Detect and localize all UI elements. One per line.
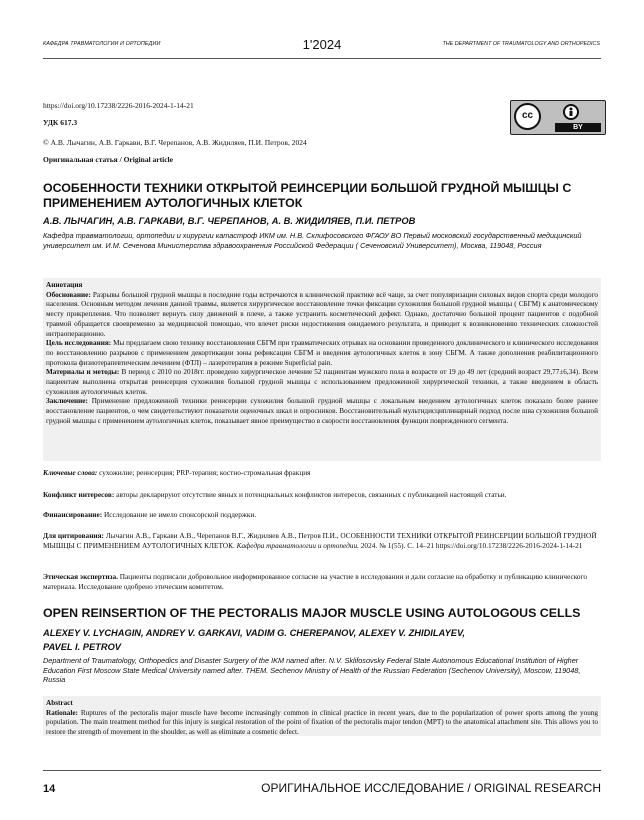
abstract-ru-rationale: Обоснование: Разрывы большой грудной мышцы в последние годы встречаются в клинической практике всё чаще, за счет популяризации силовых видов спорта среди молодого населения. Основным методом лечения данной травмы, является хирургическое восстановление точки фиксации сухожилия большой грудной мышцы ( СБГМ) к анатомическому месту прикрепления. Что позволяет вернуть силу движений в плече, а также устранить косметический дефект. Однако, достаточно большой процент пациентов с подобной травмой обращается своевременно за медицинской помощью, что влечет риски недостижения ожидаемого результата, и приводит к возникновению технических сложностей интраоперационно.	[46, 290, 598, 338]
footer-rule	[43, 770, 601, 771]
section-label: ОРИГИНАЛЬНОЕ ИССЛЕДОВАНИЕ / ORIGINAL RESEARCH	[261, 781, 601, 795]
cc-by-license-badge[interactable]	[510, 100, 606, 135]
authors-en-line2: PAVEL I. PETROV	[43, 642, 122, 652]
citation: Для цитирования: Лычагин А.В., Гаркави А.В., Черепанов В.Г., Жидиляев А.В., Петров П.И., ОСОБЕННОСТИ ТЕХНИКИ ОТКРЫТОЙ РЕИНСЕРЦИИ БОЛЬШОЙ ГРУДНОЙ МЫШЦЫ С ПРИМЕНЕНИЕМ АУТОЛОГИЧНЫХ КЛЕТОК. Кафедра травматологии и ортопедии. 2024. № 1(55). С. 14–21 https://doi.org/10.17238/2226-2016-2024-1-14-21	[43, 531, 597, 550]
person-icon	[563, 104, 579, 120]
article-title-en: OPEN REINSERTION OF THE PECTORALIS MAJOR MUSCLE USING AUTOLOGOUS CELLS	[43, 606, 581, 620]
funding: Финансирование: Исследование не имело спонсорской поддержки.	[43, 510, 257, 519]
ethics: Этическая экспертиза. Пациенты подписали добровольное информированное согласие на участие в исследовании и дали согласие на обработку и публикацию клинического материала. Исследование одобрено этическим комитетом.	[43, 572, 588, 591]
authors-en-line1: ALEXEY V. LYCHAGIN, ANDREY V. GARKAVI, VADIM G. CHEREPANOV, ALEXEY V. ZHIDILAYEV,	[43, 628, 465, 638]
header-issue: 1'2024	[302, 37, 342, 52]
page-number: 14	[43, 783, 56, 795]
authors-ru: А.В. ЛЫЧАГИН, А.В. ГАРКАВИ, В.Г. ЧЕРЕПАНОВ, А. В. ЖИДИЛЯЕВ, П.И. ПЕТРОВ	[43, 216, 416, 226]
conflict-of-interest: Конфликт интересов: авторы декларируют отсутствие явных и потенциальных конфликтов интересов, связанных с публикацией настоящей статьи.	[43, 490, 507, 499]
abstract-ru-conclusion: Заключение: Применение предложенной техники реинсерции сухожилия большой грудной мышцы с локальным введением аутологичных клеток показало более раннее восстановление пациентов, о чем свидетельствуют показатели оценочных шкал и опросников. Восстановительный мультидисциплинарный подход после шва сухожилия большой грудной мышцы с применением аутологичных клеток, показывает явное преимущество в скорости восстановления функции поврежденного сегмента.	[46, 397, 598, 425]
abstract-ru-title: Аннотация	[46, 281, 83, 289]
header-department-en: THE DEPARTMENT OF TRAUMATOLOGY AND ORTHOPEDICS	[442, 41, 600, 47]
copyright: © А.В. Лычагин, А.В. Гаркави, В.Г. Черепанов, А.В. Жидиляев, П.И. Петров, 2024	[43, 138, 307, 147]
affiliation-en: Department of Traumatology, Orthopedics and Disaster Surgery of the IKM named after. N.V. Sklifosovsky Federal State Autonomous Educational Institution of Higher Education First Moscow State Medical University named after. THEM. Sechenov Ministry of Health of the Russian Federation (Sechenov University), Moscow, 119048, Russia	[43, 656, 581, 685]
abstract-en-title: Abstract	[46, 699, 73, 707]
header-department-ru: КАФЕДРА ТРАВМАТОЛОГИИ И ОРТОПЕДИИ	[43, 41, 161, 47]
article-title-ru: ОСОБЕННОСТИ ТЕХНИКИ ОТКРЫТОЙ РЕИНСЕРЦИИ БОЛЬШОЙ ГРУДНОЙ МЫШЦЫ С ПРИМЕНЕНИЕМ АУТОЛОГИЧНЫХ КЛЕТОК	[43, 181, 572, 210]
abstract-ru-aim: Цель исследования: Мы предлагаем свою технику восстановления СБГМ при травматических отрывах на основании проведенного доклинического и клинического исследования по восстановлению разрывов с применением декортикации зоны рефиксации СБГМ и введения аутологичных клеток в зону СБГМ. А также дополнения реабилитационного протокола физиотерапевтическим лечением (ФТЛ) – лазеротерапия в режиме Superficial pain.	[46, 339, 599, 367]
article-type: Оригинальная статья / Original article	[43, 155, 173, 164]
abstract-en-box	[43, 696, 601, 736]
header-rule	[43, 58, 601, 59]
udc-code: УДК 617.3	[43, 118, 78, 127]
abstract-en-rationale: Rationale: Ruptures of the pectoralis major muscle have become increasingly common in clinical practice in recent years, due to the popularization of power sports among the young population. The main treatment method for this injury is surgical restoration of the point of fixation of the pectoralis major tendon (MPT) to the anatomical attachment site. This allows you to restore the strength of movement in the shoulder, as well as eliminate a cosmetic defect.	[46, 708, 599, 737]
running-header	[0, 37, 644, 57]
abstract-ru-box	[43, 278, 601, 461]
abstract-ru-methods: Материалы и методы: В период с 2010 по 2018гг. проведено хирургическое лечение 52 пациентам мужского пола в возрасте от 19 до 49 лет (средний возраст 29,77±6,34). Всем пациентам выполнена открытая реинсерция сухожилия большой грудной мышцы с использованием предложенной хирургической техники, а также введением в область сухожилия аутологичных клеток.	[46, 368, 599, 396]
affiliation-ru: Кафедра травматологии, ортопедии и хирургии катастроф ИКМ им. Н.В. Склифосовского ФГАОУ ВО Первый московский государственный медицинский университет им. И.М. Сеченова Министерства здравоохранения Российской Федерации ( Сеченовский Университет), Москва, 119048, Россия	[43, 231, 582, 250]
keywords: Ключевые слова: сухожилие; реинсерция; PRP-терапия; костно-стромальная фракция	[43, 468, 311, 477]
doi-link[interactable]: https://doi.org/10.17238/2226-2016-2024-1-14-21	[43, 101, 194, 110]
by-label: BY	[555, 123, 601, 132]
cc-icon: cc	[514, 103, 541, 130]
